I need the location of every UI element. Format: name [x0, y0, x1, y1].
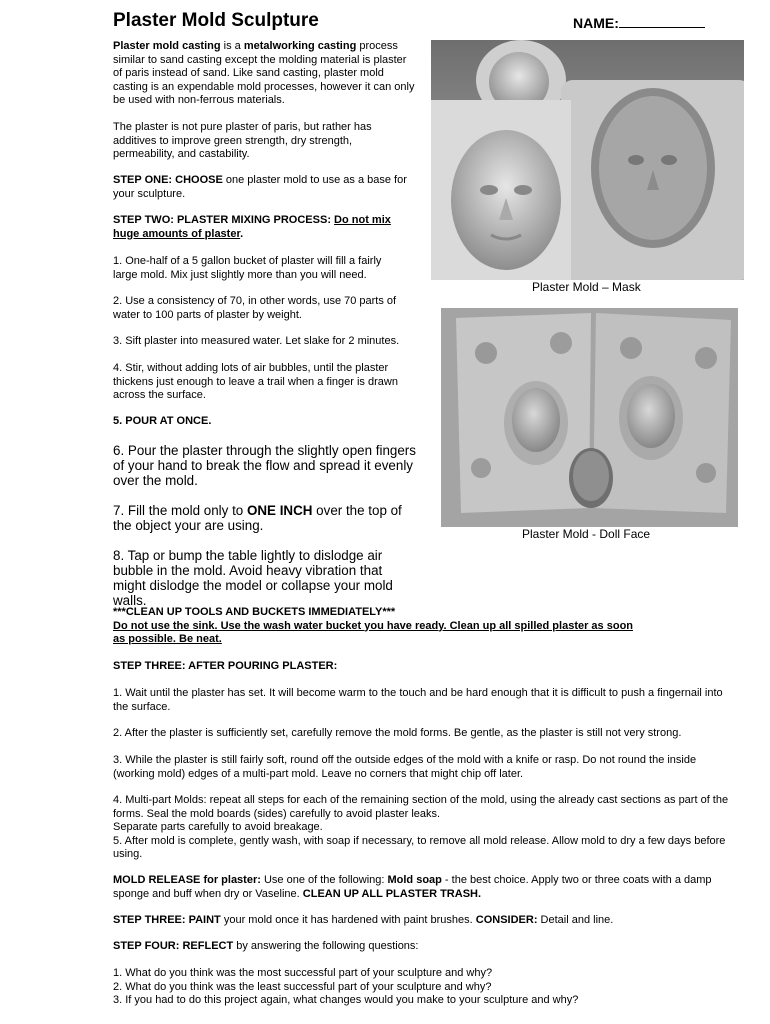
intro-paragraph — [113, 40, 418, 108]
name-field[interactable] — [573, 14, 705, 31]
step-two-heading: STEP TWO: PLASTER MIXING PROCESS: — [113, 214, 335, 226]
cleanup-trash-note: CLEAN UP ALL PLASTER TRASH. — [302, 887, 482, 900]
mask-mold-photo — [431, 40, 744, 280]
step-7 — [113, 503, 413, 533]
step-three-item-3: 3. While the plaster is still fairly soft, round off the outside edges of the mold with a knife or rasp. Do not round the inside (working mold) edges of a multi-part mold. Leave no corners that might chip off later. — [113, 754, 697, 780]
step-8: 8. Tap or bump the table lightly to dislodge air bubble in the mold. Avoid heavy vibration that might dislodge the model or collapse your mold walls. — [113, 548, 393, 608]
step-two-warning: Do not mix huge amounts of plaster — [113, 214, 391, 240]
doll-face-caption: Plaster Mold - Doll Face — [522, 527, 651, 541]
step-reflect-heading: STEP FOUR: REFLECT — [113, 940, 234, 952]
mold-release-text-1: Use one of the following: — [260, 874, 388, 886]
mold-release — [113, 874, 743, 901]
page-title: Plaster Mold Sculpture — [113, 10, 319, 31]
intro-text-2: process similar to sand casting except the molding material is plaster of paris instead of sand. Like sand casting, plaster mold casting is an expendable mold processes, however it can only be used with non-ferrous materials. — [113, 40, 415, 106]
step-three-item-2: 2. After the plaster is sufficiently set, carefully remove the mold forms. Be gentle, as the plaster is still not very strong. — [113, 727, 682, 739]
mold-soap-label: Mold soap — [387, 874, 442, 886]
step-one-heading: STEP ONE: CHOOSE — [113, 174, 223, 186]
reflection-question-1: 1. What do you think was the most successful part of your sculpture and why? — [113, 967, 493, 979]
mix-step-2: 2. Use a consistency of 70, in other words, use 70 parts of water to 100 parts of plaster by weight. — [113, 295, 397, 321]
mix-step-3: 3. Sift plaster into measured water. Let slake for 2 minutes. — [113, 335, 400, 347]
mix-step-4: 4. Stir, without adding lots of air bubbles, until the plaster thickens just enough to leave a trail when a finger is drawn across the surface. — [113, 362, 398, 401]
plaster-note: The plaster is not pure plaster of paris, but rather has additives to improve green strength, dry strength, permeability, and castability. — [113, 121, 372, 160]
step-paint — [113, 914, 743, 928]
mask-mold-illustration — [431, 40, 744, 280]
step-paint-text: your mold once it has hardened with paint brushes. — [220, 914, 476, 926]
mix-step-1: 1. One-half of a 5 gallon bucket of plaster will fill a fairly large mold. Mix just slightly more than you will need. — [113, 255, 382, 281]
step-two-end: . — [240, 227, 244, 240]
doll-face-mold-photo — [441, 308, 738, 527]
reflection-question-3: 3. If you had to do this project again, what changes would you make to your sculpture and why? — [113, 994, 579, 1006]
doll-face-mold-illustration — [441, 308, 738, 527]
intro-term-2: metalworking casting — [243, 40, 357, 52]
step-7-bold: ONE INCH — [246, 503, 313, 518]
consider-text: Detail and line. — [537, 914, 614, 926]
mask-caption: Plaster Mold – Mask — [532, 280, 641, 294]
mold-release-heading: MOLD RELEASE for plaster: — [113, 874, 261, 886]
name-label: NAME: — [573, 15, 619, 31]
multi-part-step-4: 4. Multi-part Molds: repeat all steps for each of the remaining section of the mold, using the already cast sections as part of the forms. Seal the mold boards (sides) carefully to avoid plaster leaks. — [113, 794, 729, 820]
cleanup-notice — [113, 606, 633, 647]
name-blank-line — [619, 14, 705, 28]
cleanup-instructions: Do not use the sink. Use the wash water bucket you have ready. Clean up all spilled plaster as soon as possible. Be neat. — [113, 619, 634, 645]
step-7-text-b: over the top of the object your are using. — [113, 503, 402, 533]
step-7-text-a: 7. Fill the mold only to — [113, 503, 247, 518]
reflection-questions — [113, 967, 743, 1008]
consider-label: CONSIDER: — [475, 914, 538, 926]
mold-release-text-2: - the best choice. Apply two or three coats with a damp sponge and buff when dry or Vaseline. — [113, 874, 712, 900]
step-three-item-1: 1. Wait until the plaster has set. It will become warm to the touch and be hard enough that it is difficult to push a fingernail into the surface. — [113, 687, 723, 713]
intro-term: Plaster mold casting — [113, 40, 221, 52]
cleanup-heading: ***CLEAN UP TOOLS AND BUCKETS IMMEDIATELY*** — [113, 606, 396, 618]
pour-at-once: 5. POUR AT ONCE. — [113, 415, 212, 427]
intro-text-1: is a — [220, 40, 244, 52]
step-two — [113, 214, 413, 241]
step-reflect — [113, 940, 743, 954]
step-one — [113, 174, 419, 201]
multi-part-step-5: 5. After mold is complete, gently wash, with soap if necessary, to remove all mold release. Allow mold to dry a few days before using. — [113, 834, 726, 860]
step-paint-heading: STEP THREE: PAINT — [113, 914, 221, 926]
multi-part-separate: Separate parts carefully to avoid breakage. — [113, 821, 323, 833]
step-three-heading: STEP THREE: AFTER POURING PLASTER: — [113, 660, 338, 672]
multi-part-instructions — [113, 794, 738, 862]
step-one-text: one plaster mold to use as a base for your sculpture. — [113, 174, 407, 200]
step-reflect-text: by answering the following questions: — [233, 940, 419, 952]
step-6: 6. Pour the plaster through the slightly open fingers of your hand to break the flow and spread it evenly over the mold. — [113, 443, 416, 488]
reflection-question-2: 2. What do you think was the least successful part of your sculpture and why? — [113, 980, 492, 993]
